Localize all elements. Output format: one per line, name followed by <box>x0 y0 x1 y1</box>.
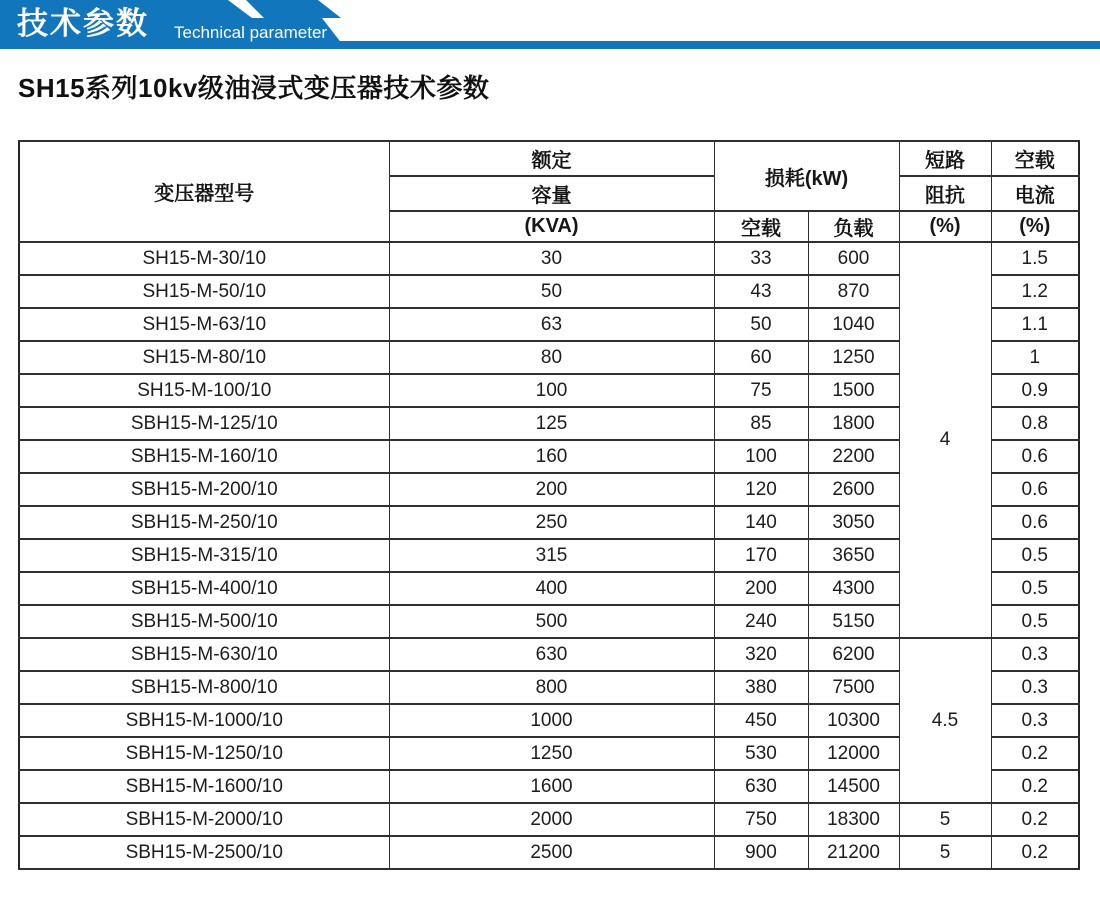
no-load-loss-cell: 240 <box>714 605 808 638</box>
model-cell: SBH15-M-1600/10 <box>19 770 389 803</box>
header-capacity-line3: (KVA) <box>389 211 714 242</box>
no-load-loss-cell: 200 <box>714 572 808 605</box>
banner-title-zh: 技术参数 <box>17 6 149 41</box>
load-loss-cell: 12000 <box>808 737 899 770</box>
no-load-current-cell: 0.2 <box>991 836 1079 869</box>
no-load-current-cell: 0.3 <box>991 638 1079 671</box>
capacity-cell: 1600 <box>389 770 714 803</box>
no-load-current-cell: 1.1 <box>991 308 1079 341</box>
no-load-loss-cell: 900 <box>714 836 808 869</box>
no-load-current-cell: 0.5 <box>991 605 1079 638</box>
no-load-current-cell: 1 <box>991 341 1079 374</box>
load-loss-cell: 1040 <box>808 308 899 341</box>
no-load-loss-cell: 60 <box>714 341 808 374</box>
header-model: 变压器型号 <box>19 141 389 242</box>
capacity-cell: 200 <box>389 473 714 506</box>
model-cell: SH15-M-63/10 <box>19 308 389 341</box>
table-row <box>19 242 1079 275</box>
capacity-cell: 1250 <box>389 737 714 770</box>
no-load-loss-cell: 380 <box>714 671 808 704</box>
page-title: SH15系列10kv级油浸式变压器技术参数 <box>18 73 490 103</box>
header-current-line1: 空载 <box>991 141 1079 176</box>
no-load-loss-cell: 120 <box>714 473 808 506</box>
model-cell: SBH15-M-315/10 <box>19 539 389 572</box>
header-impedance-line3: (%) <box>899 211 991 242</box>
model-cell: SH15-M-30/10 <box>19 242 389 275</box>
no-load-current-cell: 0.6 <box>991 440 1079 473</box>
model-cell: SH15-M-100/10 <box>19 374 389 407</box>
capacity-cell: 160 <box>389 440 714 473</box>
header-capacity-line2: 容量 <box>389 176 714 211</box>
model-cell: SBH15-M-400/10 <box>19 572 389 605</box>
header-current-line3: (%) <box>991 211 1079 242</box>
no-load-current-cell: 0.3 <box>991 704 1079 737</box>
capacity-cell: 80 <box>389 341 714 374</box>
no-load-current-cell: 0.5 <box>991 539 1079 572</box>
capacity-cell: 30 <box>389 242 714 275</box>
capacity-cell: 250 <box>389 506 714 539</box>
capacity-cell: 50 <box>389 275 714 308</box>
model-cell: SBH15-M-1000/10 <box>19 704 389 737</box>
no-load-loss-cell: 75 <box>714 374 808 407</box>
table-row <box>19 836 1079 869</box>
no-load-loss-cell: 450 <box>714 704 808 737</box>
model-cell: SBH15-M-160/10 <box>19 440 389 473</box>
spec-table-header <box>19 141 1079 242</box>
no-load-current-cell: 0.8 <box>991 407 1079 440</box>
spec-table <box>18 140 1080 870</box>
model-cell: SBH15-M-2500/10 <box>19 836 389 869</box>
impedance-cell: 5 <box>899 803 991 836</box>
model-cell: SBH15-M-1250/10 <box>19 737 389 770</box>
table-row <box>19 638 1079 671</box>
load-loss-cell: 10300 <box>808 704 899 737</box>
load-loss-cell: 1250 <box>808 341 899 374</box>
no-load-current-cell: 0.2 <box>991 770 1079 803</box>
no-load-current-cell: 0.6 <box>991 473 1079 506</box>
load-loss-cell: 21200 <box>808 836 899 869</box>
no-load-loss-cell: 140 <box>714 506 808 539</box>
load-loss-cell: 6200 <box>808 638 899 671</box>
header-impedance-line2: 阻抗 <box>899 176 991 211</box>
model-cell: SBH15-M-250/10 <box>19 506 389 539</box>
load-loss-cell: 600 <box>808 242 899 275</box>
no-load-loss-cell: 630 <box>714 770 808 803</box>
no-load-loss-cell: 100 <box>714 440 808 473</box>
no-load-loss-cell: 750 <box>714 803 808 836</box>
banner-ribbon-accent-shape <box>246 0 341 18</box>
capacity-cell: 2000 <box>389 803 714 836</box>
table-row <box>19 803 1079 836</box>
no-load-current-cell: 0.3 <box>991 671 1079 704</box>
no-load-loss-cell: 33 <box>714 242 808 275</box>
load-loss-cell: 4300 <box>808 572 899 605</box>
impedance-cell: 5 <box>899 836 991 869</box>
header-loss: 损耗(kW) <box>714 141 899 211</box>
header-impedance-line1: 短路 <box>899 141 991 176</box>
header-row-1 <box>19 141 1079 176</box>
no-load-current-cell: 1.2 <box>991 275 1079 308</box>
no-load-current-cell: 1.5 <box>991 242 1079 275</box>
load-loss-cell: 14500 <box>808 770 899 803</box>
banner-title-en: Technical parameter <box>174 23 328 42</box>
spec-table-body <box>19 242 1079 869</box>
impedance-cell: 4 <box>899 242 991 638</box>
load-loss-cell: 870 <box>808 275 899 308</box>
model-cell: SBH15-M-125/10 <box>19 407 389 440</box>
model-cell: SH15-M-80/10 <box>19 341 389 374</box>
load-loss-cell: 18300 <box>808 803 899 836</box>
load-loss-cell: 1800 <box>808 407 899 440</box>
model-cell: SBH15-M-2000/10 <box>19 803 389 836</box>
impedance-cell: 4.5 <box>899 638 991 803</box>
banner-underline-bar <box>334 41 1100 49</box>
no-load-loss-cell: 50 <box>714 308 808 341</box>
model-cell: SBH15-M-800/10 <box>19 671 389 704</box>
header-loss-no-load: 空载 <box>714 211 808 242</box>
banner-ribbon-graphic <box>0 0 1100 50</box>
capacity-cell: 315 <box>389 539 714 572</box>
no-load-current-cell: 0.2 <box>991 737 1079 770</box>
capacity-cell: 630 <box>389 638 714 671</box>
spec-table-container <box>18 140 1080 870</box>
capacity-cell: 400 <box>389 572 714 605</box>
no-load-current-cell: 0.5 <box>991 572 1079 605</box>
no-load-loss-cell: 320 <box>714 638 808 671</box>
capacity-cell: 2500 <box>389 836 714 869</box>
load-loss-cell: 3650 <box>808 539 899 572</box>
load-loss-cell: 1500 <box>808 374 899 407</box>
model-cell: SH15-M-50/10 <box>19 275 389 308</box>
load-loss-cell: 2200 <box>808 440 899 473</box>
capacity-cell: 1000 <box>389 704 714 737</box>
capacity-cell: 800 <box>389 671 714 704</box>
capacity-cell: 500 <box>389 605 714 638</box>
model-cell: SBH15-M-200/10 <box>19 473 389 506</box>
capacity-cell: 100 <box>389 374 714 407</box>
no-load-current-cell: 0.6 <box>991 506 1079 539</box>
no-load-current-cell: 0.2 <box>991 803 1079 836</box>
header-capacity-line1: 额定 <box>389 141 714 176</box>
capacity-cell: 63 <box>389 308 714 341</box>
header-loss-load: 负载 <box>808 211 899 242</box>
no-load-current-cell: 0.9 <box>991 374 1079 407</box>
no-load-loss-cell: 43 <box>714 275 808 308</box>
header-current-line2: 电流 <box>991 176 1079 211</box>
section-banner <box>0 0 1100 50</box>
model-cell: SBH15-M-630/10 <box>19 638 389 671</box>
load-loss-cell: 2600 <box>808 473 899 506</box>
no-load-loss-cell: 530 <box>714 737 808 770</box>
load-loss-cell: 7500 <box>808 671 899 704</box>
no-load-loss-cell: 85 <box>714 407 808 440</box>
no-load-loss-cell: 170 <box>714 539 808 572</box>
load-loss-cell: 3050 <box>808 506 899 539</box>
load-loss-cell: 5150 <box>808 605 899 638</box>
capacity-cell: 125 <box>389 407 714 440</box>
model-cell: SBH15-M-500/10 <box>19 605 389 638</box>
